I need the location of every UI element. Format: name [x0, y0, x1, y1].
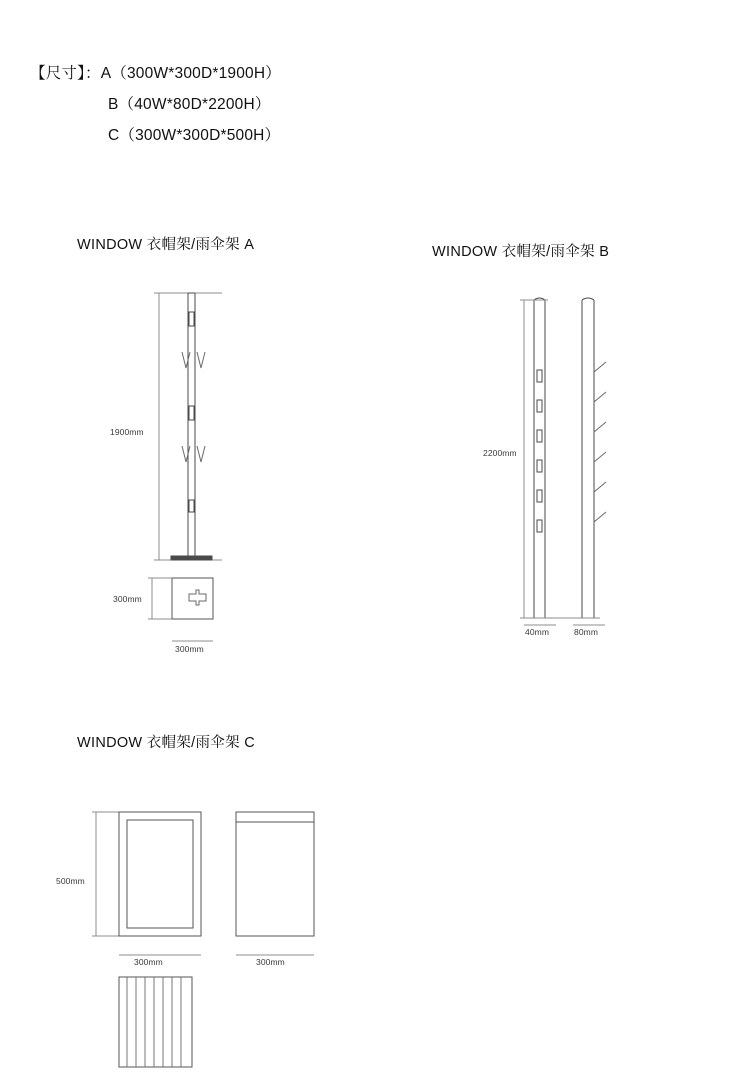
dim-b-width: 40mm — [525, 627, 550, 637]
dim-b-depth: 80mm — [574, 627, 599, 637]
dim-a-base-depth: 300mm — [113, 594, 142, 604]
dim-c-height: 500mm — [56, 876, 85, 886]
dim-c-side-width: 300mm — [256, 957, 285, 967]
spec-line-c: C（300W*300D*500H） — [108, 127, 281, 144]
dim-c-front-width: 300mm — [134, 957, 163, 967]
spec-line-b: B（40W*80D*2200H） — [108, 96, 271, 113]
dim-a-height: 1900mm — [110, 427, 144, 437]
dim-a-base-width: 300mm — [175, 644, 204, 654]
spec-line-a: 【尺寸】：A（300W*300D*1900H） — [30, 65, 281, 82]
dim-b-height: 2200mm — [483, 448, 517, 458]
section-title-c: WINDOW 衣帽架/雨伞架 C — [77, 735, 255, 751]
section-title-b: WINDOW 衣帽架/雨伞架 B — [432, 244, 610, 260]
section-title-a: WINDOW 衣帽架/雨伞架 A — [77, 237, 255, 253]
